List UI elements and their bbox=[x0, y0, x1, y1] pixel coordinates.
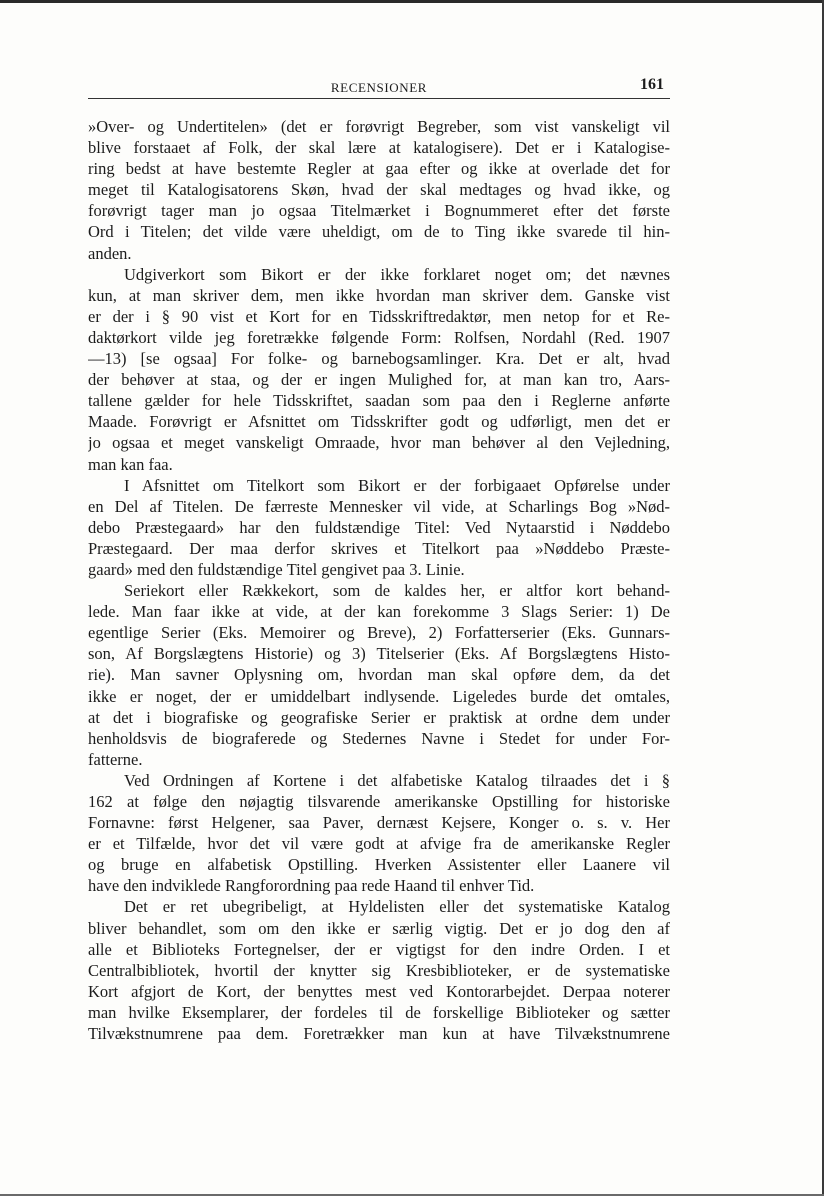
text-line: Tilvækstnumrene paa dem. Foretrækker man kun at have Tilvækstnumrene bbox=[88, 1024, 670, 1044]
text-line: at det i biografiske og geografiske Serier er praktisk at ordne dem under bbox=[88, 707, 670, 727]
page-header bbox=[88, 76, 670, 99]
text-line: en Del af Titelen. De færreste Mennesker vil vide, at Scharlings Bog »Nød- bbox=[88, 496, 670, 516]
text-line: egentlige Serier (Eks. Memoirer og Breve), 2) Forfatterserier (Eks. Gunnars- bbox=[88, 623, 670, 643]
text-line: Udgiverkort som Bikort er der ikke forklaret noget om; det nævnes bbox=[124, 264, 670, 284]
text-line: Seriekort eller Rækkekort, som de kaldes her, er altfor kort behand- bbox=[124, 581, 670, 601]
text-line: Ved Ordningen af Kortene i det alfabetiske Katalog tilraades det i § bbox=[124, 770, 670, 790]
text-line: lede. Man faar ikke at vide, at der kan forekomme 3 Slags Serier: 1) De bbox=[88, 602, 670, 622]
text-line: tallene gælder for hele Tidsskriftet, saadan som paa den i Reglerne anførte bbox=[88, 391, 670, 411]
text-line: jo ogsaa et meget vanskeligt Omraade, hvor man behøver al den Vejledning, bbox=[88, 433, 670, 453]
text-line: Centralbibliotek, hvortil der knytter sig Kresbiblioteker, er de systematiske bbox=[88, 960, 670, 980]
text-line: 162 at følge den nøjagtig tilsvarende amerikanske Opstilling for historiske bbox=[88, 792, 670, 811]
text-line: rie). Man savner Oplysning om, hvordan man skal opføre dem, da det bbox=[88, 665, 670, 685]
text-line: ikke er noget, der er umiddelbart indlysende. Ligeledes burde det omtales, bbox=[88, 686, 670, 706]
text-line: kun, at man skriver dem, men ikke hvordan man skriver dem. Ganske vist bbox=[88, 285, 670, 305]
text-line: meget til Katalogisatorens Skøn, hvad der skal medtages og hvad ikke, og bbox=[88, 180, 670, 200]
text-line: forøvrigt tager man jo ogsaa Titelmærket i Bognummeret efter det første bbox=[88, 201, 670, 221]
text-line: man kan faa. bbox=[88, 454, 173, 474]
text-line: er et Tilfælde, hvor det vil være godt at afvige fra de amerikanske Regler bbox=[88, 834, 670, 854]
text-line: henholdsvis de biograferede og Stedernes Navne i Stedet for under For- bbox=[88, 728, 670, 748]
text-line: —13) [se ogsaa] For folke- og barnebogsamlinger. Kra. Det er alt, hvad bbox=[88, 349, 670, 369]
text-line: debo Præstegaard» har den fuldstændige Titel: Ved Nytaarstid i Nøddebo bbox=[88, 517, 670, 537]
text-line: der behøver at staa, og der er ingen Mulighed for, at man kan tro, Aars- bbox=[88, 370, 670, 390]
text-line: gaard» med den fuldstændige Titel gengivet paa 3. Linie. bbox=[88, 559, 465, 579]
text-line: Det er ret ubegribeligt, at Hyldelisten eller det systematiske Katalog bbox=[124, 897, 670, 917]
text-line: daktørkort vilde jeg foretrække følgende Form: Rolfsen, Nordahl (Red. 1907 bbox=[88, 327, 670, 347]
scan-edge-top bbox=[0, 0, 824, 3]
text-line: son, Af Borgslægtens Historie) og 3) Titelserier (Eks. Af Borgslægtens Histo- bbox=[88, 644, 670, 664]
page-number: 161 bbox=[640, 76, 664, 93]
text-line: anden. bbox=[88, 243, 132, 263]
text-line: Fornavne: først Helgener, saa Paver, dernæst Kejsere, Konger o. s. v. Her bbox=[88, 813, 670, 833]
text-line: Præstegaard. Der maa derfor skrives et Titelkort paa »Nøddebo Præste- bbox=[88, 538, 670, 558]
running-head: RECENSIONER bbox=[330, 80, 428, 95]
text-line: Ord i Titelen; det vilde være uheldigt, om de to Ting ikke svarede til hin- bbox=[88, 222, 670, 242]
text-line: I Afsnittet om Titelkort som Bikort er der forbigaaet Opførelse under bbox=[124, 475, 670, 495]
text-line: alle et Biblioteks Fortegnelser, der er vigtigst for den indre Orden. I et bbox=[88, 939, 670, 959]
text-line: fatterne. bbox=[88, 749, 143, 769]
text-line: og bruge en alfabetisk Opstilling. Hverken Assistenter eller Laanere vil bbox=[88, 855, 670, 875]
text-line: bliver behandlet, som om den ikke er særlig vigtig. Det er jo dog den af bbox=[88, 918, 670, 938]
text-line: have den indviklede Rangforordning paa rede Haand til enhver Tid. bbox=[88, 876, 535, 896]
page-body bbox=[88, 116, 670, 1044]
text-line: Kort afgjort de Kort, der benyttes mest ved Kontorarbejdet. Derpaa noterer bbox=[88, 981, 670, 1001]
text-line: man hvilke Eksemplarer, der fordeles til de forskellige Biblioteker og sætter bbox=[88, 1002, 670, 1022]
text-line: Maade. Forøvrigt er Afsnittet om Tidsskrifter godt og udførligt, men det er bbox=[88, 412, 670, 432]
text-line: blive forstaaet af Folk, der skal lære at katalogisere). Det er i Katalogise- bbox=[88, 138, 670, 158]
text-line: ring bedst at have bestemte Regler at gaa efter og ikke at overlade det for bbox=[88, 159, 670, 179]
text-line: er der i § 90 vist et Kort for en Tidsskriftredaktør, men netop for et Re- bbox=[88, 306, 670, 326]
text-line: »Over- og Undertitelen» (det er forøvrigt Begreber, som vist vanskeligt vil bbox=[88, 117, 670, 136]
